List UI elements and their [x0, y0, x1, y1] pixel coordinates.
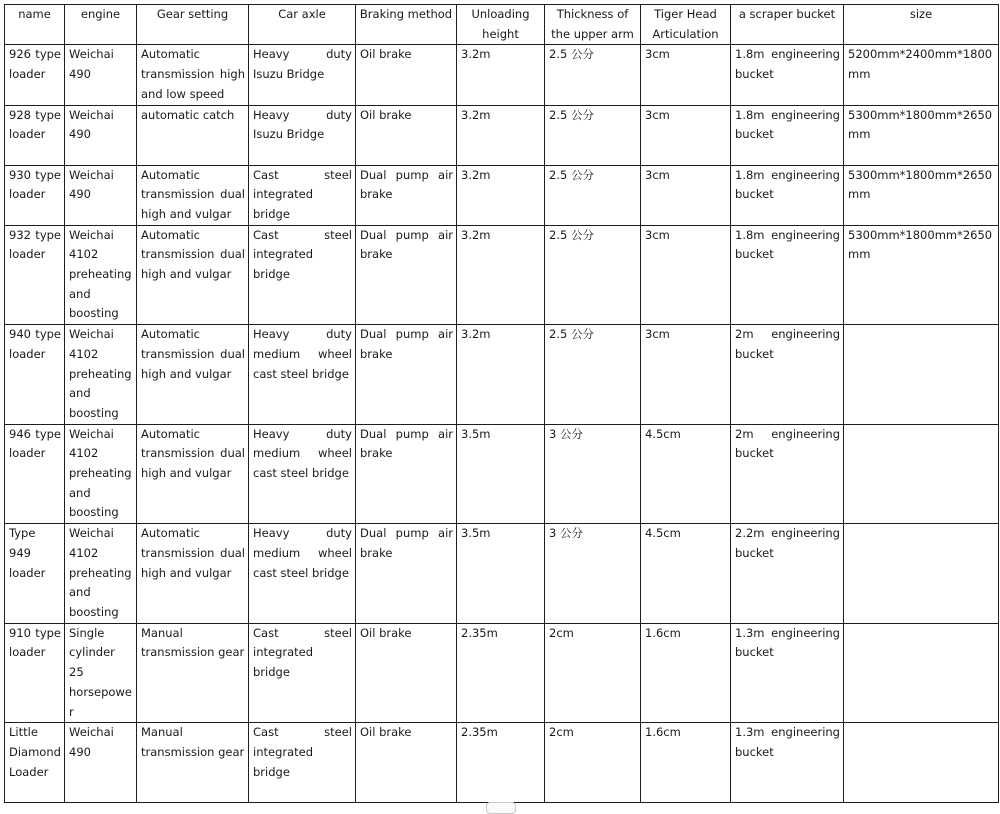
header-size: size [844, 5, 999, 45]
cell-gear-setting: Automatic transmission dual high and vulgar [137, 225, 249, 325]
cell-braking-method: Dual pump air brake [356, 524, 457, 624]
cell-car-axle: Heavy duty medium wheel cast steel bridge [249, 424, 356, 524]
cell-scraper-bucket: 2m engineering bucket [731, 424, 844, 524]
cell-tiger-head-articulation: 3cm [641, 105, 731, 165]
table-row [5, 524, 999, 624]
cell-upper-arm-thickness: 2.5 公分 [545, 225, 641, 325]
cell-gear-setting: automatic catch [137, 105, 249, 165]
cell-gear-setting: Automatic transmission high and low speed [137, 45, 249, 105]
cell-gear-setting: Automatic transmission dual high and vulgar [137, 424, 249, 524]
loader-spec-table [4, 4, 999, 803]
cell-name: 910 type loader [5, 623, 65, 723]
table-row [5, 623, 999, 723]
table-row [5, 45, 999, 105]
cell-unloading-height: 3.2m [457, 225, 545, 325]
header-unloading-height: Unloading height [457, 5, 545, 45]
table-row [5, 325, 999, 425]
cell-engine: Weichai 4102 preheating and boosting [65, 325, 137, 425]
cell-upper-arm-thickness: 2cm [545, 623, 641, 723]
cell-engine: Weichai 490 [65, 105, 137, 165]
header-row [5, 5, 999, 45]
header-gear-setting: Gear setting [137, 5, 249, 45]
cell-unloading-height: 3.2m [457, 325, 545, 425]
cell-scraper-bucket: 1.8m engineering bucket [731, 45, 844, 105]
header-upper-arm-thickness: Thickness of the upper arm [545, 5, 641, 45]
cell-upper-arm-thickness: 2.5 公分 [545, 165, 641, 225]
cell-upper-arm-thickness: 3 公分 [545, 424, 641, 524]
cell-braking-method: Dual pump air brake [356, 225, 457, 325]
cell-size: 5200mm*2400mm*1800mm [844, 45, 999, 105]
cell-braking-method: Dual pump air brake [356, 325, 457, 425]
cell-size [844, 325, 999, 425]
cell-name: 928 type loader [5, 105, 65, 165]
cell-car-axle: Heavy duty Isuzu Bridge [249, 105, 356, 165]
cell-scraper-bucket: 1.8m engineering bucket [731, 225, 844, 325]
cell-tiger-head-articulation: 3cm [641, 225, 731, 325]
table-row [5, 225, 999, 325]
header-car-axle: Car axle [249, 5, 356, 45]
cell-unloading-height: 2.35m [457, 723, 545, 803]
cell-engine: Single cylinder 25 horsepower [65, 623, 137, 723]
cell-braking-method: Oil brake [356, 45, 457, 105]
cell-scraper-bucket: 2.2m engineering bucket [731, 524, 844, 624]
cell-unloading-height: 3.5m [457, 424, 545, 524]
cell-braking-method: Oil brake [356, 623, 457, 723]
cell-tiger-head-articulation: 3cm [641, 325, 731, 425]
cell-braking-method: Dual pump air brake [356, 424, 457, 524]
cell-engine: Weichai 4102 preheating and boosting [65, 424, 137, 524]
header-name: name [5, 5, 65, 45]
cell-gear-setting: Automatic transmission dual high and vulgar [137, 325, 249, 425]
cell-engine: Weichai 490 [65, 723, 137, 803]
cell-gear-setting: Automatic transmission dual high and vulgar [137, 524, 249, 624]
header-engine: engine [65, 5, 137, 45]
table-row [5, 105, 999, 165]
cell-unloading-height: 3.2m [457, 45, 545, 105]
cell-tiger-head-articulation: 1.6cm [641, 623, 731, 723]
cell-gear-setting: Manual transmission gear [137, 623, 249, 723]
cell-car-axle: Cast steel integrated bridge [249, 623, 356, 723]
cell-size [844, 723, 999, 803]
cell-tiger-head-articulation: 3cm [641, 165, 731, 225]
cell-car-axle: Heavy duty medium wheel cast steel bridge [249, 325, 356, 425]
cell-engine: Weichai 490 [65, 165, 137, 225]
cell-name: 946 type loader [5, 424, 65, 524]
table-row [5, 424, 999, 524]
cell-name: Type 949 loader [5, 524, 65, 624]
cell-scraper-bucket: 1.3m engineering bucket [731, 723, 844, 803]
cell-scraper-bucket: 1.8m engineering bucket [731, 165, 844, 225]
cell-name: Little Diamond Loader [5, 723, 65, 803]
cell-unloading-height: 3.2m [457, 105, 545, 165]
cell-upper-arm-thickness: 2cm [545, 723, 641, 803]
cell-gear-setting: Manual transmission gear [137, 723, 249, 803]
cell-scraper-bucket: 2m engineering bucket [731, 325, 844, 425]
cell-upper-arm-thickness: 2.5 公分 [545, 105, 641, 165]
cell-unloading-height: 3.2m [457, 165, 545, 225]
cell-name: 932 type loader [5, 225, 65, 325]
cell-scraper-bucket: 1.3m engineering bucket [731, 623, 844, 723]
cell-car-axle: Heavy duty Isuzu Bridge [249, 45, 356, 105]
cell-name: 926 type loader [5, 45, 65, 105]
cell-tiger-head-articulation: 4.5cm [641, 524, 731, 624]
table-row [5, 723, 999, 803]
cell-scraper-bucket: 1.8m engineering bucket [731, 105, 844, 165]
cell-size [844, 424, 999, 524]
cell-size: 5300mm*1800mm*2650mm [844, 105, 999, 165]
cell-tiger-head-articulation: 3cm [641, 45, 731, 105]
cell-braking-method: Oil brake [356, 105, 457, 165]
cell-braking-method: Dual pump air brake [356, 165, 457, 225]
cell-name: 930 type loader [5, 165, 65, 225]
cell-upper-arm-thickness: 3 公分 [545, 524, 641, 624]
cell-car-axle: Cast steel integrated bridge [249, 225, 356, 325]
cell-upper-arm-thickness: 2.5 公分 [545, 45, 641, 105]
header-braking-method: Braking method [356, 5, 457, 45]
cell-car-axle: Cast steel integrated bridge [249, 723, 356, 803]
cell-engine: Weichai 4102 preheating and boosting [65, 524, 137, 624]
cell-size [844, 524, 999, 624]
header-tiger-head-articulation: Tiger Head Articulation [641, 5, 731, 45]
cell-gear-setting: Automatic transmission dual high and vulgar [137, 165, 249, 225]
cell-upper-arm-thickness: 2.5 公分 [545, 325, 641, 425]
cell-braking-method: Oil brake [356, 723, 457, 803]
cell-name: 940 type loader [5, 325, 65, 425]
cell-size [844, 623, 999, 723]
cell-unloading-height: 2.35m [457, 623, 545, 723]
cell-tiger-head-articulation: 4.5cm [641, 424, 731, 524]
cell-car-axle: Heavy duty medium wheel cast steel bridge [249, 524, 356, 624]
cell-size: 5300mm*1800mm*2650mm [844, 225, 999, 325]
cell-engine: Weichai 4102 preheating and boosting [65, 225, 137, 325]
cell-engine: Weichai 490 [65, 45, 137, 105]
cell-size: 5300mm*1800mm*2650mm [844, 165, 999, 225]
scroll-handle[interactable] [486, 802, 516, 814]
cell-tiger-head-articulation: 1.6cm [641, 723, 731, 803]
cell-car-axle: Cast steel integrated bridge [249, 165, 356, 225]
cell-unloading-height: 3.5m [457, 524, 545, 624]
table-row [5, 165, 999, 225]
header-scraper-bucket: a scraper bucket [731, 5, 844, 45]
